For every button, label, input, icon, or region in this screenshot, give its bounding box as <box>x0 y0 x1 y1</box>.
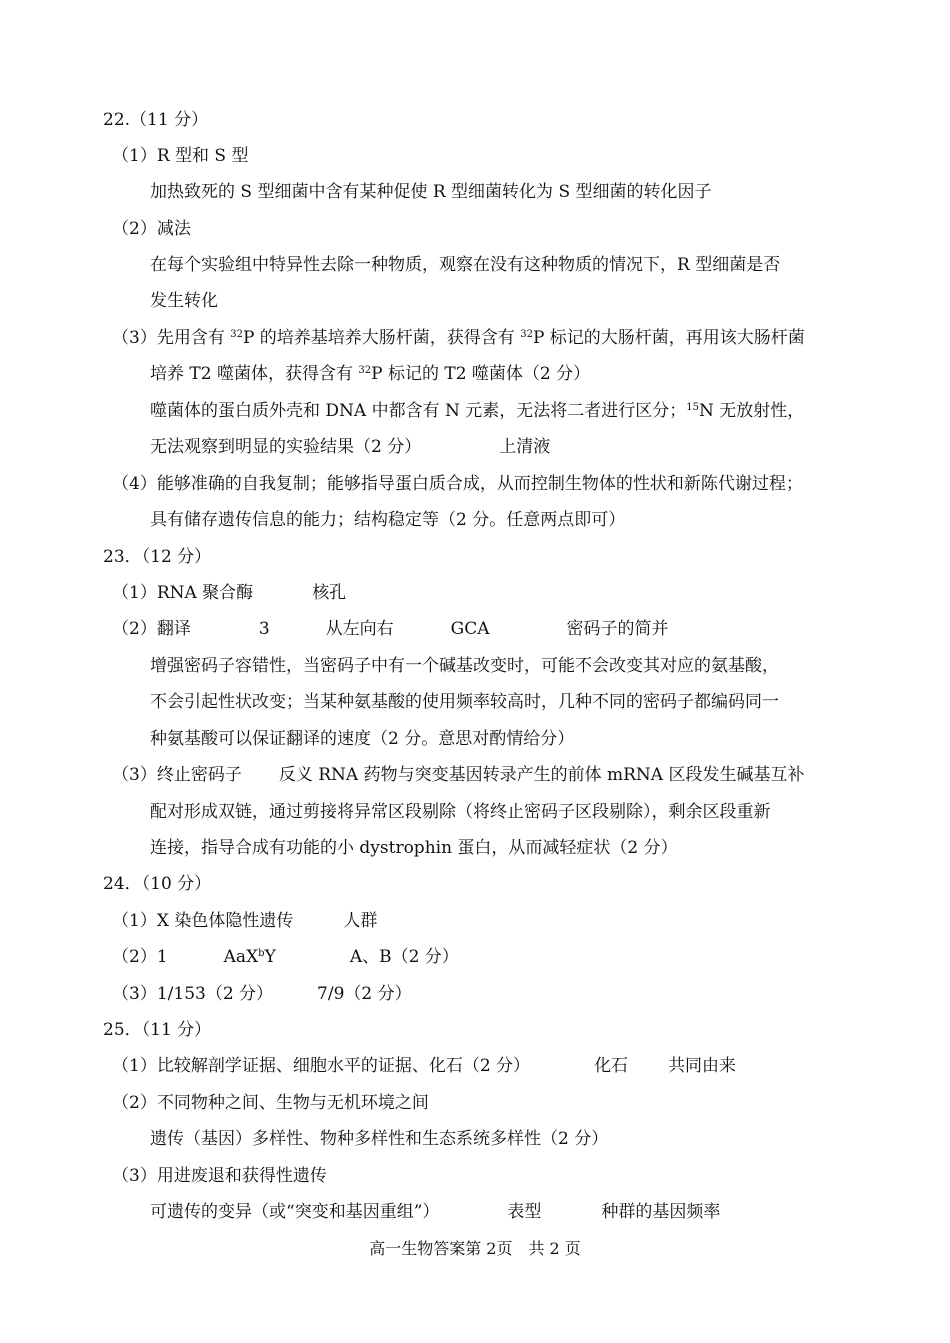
q22-p3-line3 <box>150 399 804 423</box>
q23-p2-l1: 增强密码子容错性，当密码子中有一个碱基改变时，可能不会改变其对应的氨基酸， <box>150 656 779 676</box>
q25-p3-b: 可遗传的变异（或“突变和基因重组”） <box>150 1202 440 1222</box>
q23-header: 23．（12 分） <box>103 547 212 567</box>
q24-p2-c: A、B（2 分） <box>349 947 459 967</box>
q23-p1-b: 核孔 <box>312 583 347 603</box>
q22-part1 <box>112 144 249 168</box>
q23-p2-l2: 不会引起性状改变；当某种氨基酸的使用频率较高时，几种不同的密码子都编码同一 <box>150 692 779 712</box>
q24-p2-bsup: b <box>258 948 265 959</box>
q25-part1 <box>112 1054 736 1078</box>
q23-p2-b: 3 <box>258 619 270 639</box>
q25-p1-label: （1） <box>112 1056 157 1076</box>
q23-p2-l3: 种氨基酸可以保证翻译的速度（2 分。意思对酌情给分） <box>150 729 575 749</box>
q22-p3-sup4: 15 <box>686 402 700 413</box>
q23-p3-label: （3） <box>112 765 157 785</box>
q23-p2-d: GCA <box>450 619 490 639</box>
q23-part2 <box>112 617 669 641</box>
q23-p2-e: 密码子的简并 <box>566 619 669 639</box>
q25-p1-c: 共同由来 <box>668 1056 737 1076</box>
q22-p3-label: （3） <box>112 328 157 348</box>
q24-p2-b1: AaX <box>223 947 259 967</box>
q23-p3-a: 终止密码子 <box>156 765 242 785</box>
q22-part2 <box>112 217 191 241</box>
q22-p3-f: 噬菌体的蛋白质外壳和 DNA 中都含有 N 元素，无法将二者进行区分； <box>150 401 687 421</box>
q23-p3-l1: 配对形成双链，通过剪接将异常区段剔除（将终止密码子区段剔除），剩余区段重新 <box>150 802 771 822</box>
q23-p1-a: RNA 聚合酶 <box>156 583 254 603</box>
q25-p1-a: 比较解剖学证据、细胞水平的证据、化石（2 分） <box>156 1056 531 1076</box>
q22-part4 <box>112 472 803 496</box>
q23-p3-b: 反义 RNA 药物与突变基因转录产生的前体 mRNA 区段发生碱基互补 <box>278 765 805 785</box>
q24-p3-a: 1/153（2 分） <box>156 984 274 1004</box>
q22-p3-sup3: 32 <box>358 365 372 376</box>
q24-part2 <box>112 945 459 969</box>
page-footer: 高一生物答案第 2页 共 2 页 <box>369 1239 581 1258</box>
q24-p1-label: （1） <box>112 911 157 931</box>
q23-p2-a: 翻译 <box>156 619 191 639</box>
q22-p3-line4 <box>150 435 550 459</box>
q23-p2-label: （2） <box>112 619 157 639</box>
q25-part3 <box>112 1164 327 1188</box>
q24-p1-a: X 染色体隐性遗传 <box>156 911 294 931</box>
q22-p3-a: 先用含有 <box>156 328 231 348</box>
q22-p3-sup1: 32 <box>230 329 243 340</box>
q22-p2-detail-1: 在每个实验组中特异性去除一种物质，观察在没有这种物质的情况下，R 型细菌是否 <box>150 255 781 275</box>
q24-p2-b2: Y <box>264 947 276 967</box>
q25-p3-line2 <box>150 1200 720 1224</box>
q22-p4-text: 能够准确的自我复制；能够指导蛋白质合成，从而控制生物体的性状和新陈代谢过程； <box>156 474 803 494</box>
q24-part1 <box>112 909 377 933</box>
q23-p3-l2: 连接，指导合成有功能的小 dystrophin 蛋白，从而减轻症状（2 分） <box>150 838 678 858</box>
q23-part3 <box>112 763 804 787</box>
q25-p3-a: 用进废退和获得性遗传 <box>156 1166 327 1186</box>
q22-p3-g: N 无放射性， <box>699 401 805 421</box>
q22-p3-sup2: 32 <box>520 329 533 340</box>
q22-p2-text: 减法 <box>156 219 191 239</box>
q25-p2-b: 遗传（基因）多样性、物种多样性和生态系统多样性（2 分） <box>150 1129 609 1149</box>
q24-p2-label: （2） <box>112 947 157 967</box>
q22-p3-d: 培养 T2 噬菌体，获得含有 <box>150 364 359 384</box>
q24-p3-label: （3） <box>112 984 157 1004</box>
q22-p3-line2 <box>150 362 590 386</box>
q25-p1-b: 化石 <box>594 1056 629 1076</box>
q25-part2 <box>112 1091 429 1115</box>
q22-p3-i: 上清液 <box>499 437 551 457</box>
q24-p1-b: 人群 <box>343 911 378 931</box>
q25-p3-label: （3） <box>112 1166 157 1186</box>
q22-p4-detail: 具有储存遗传信息的能力；结构稳定等（2 分。任意两点即可） <box>150 510 626 530</box>
q25-p3-d: 种群的基因频率 <box>601 1202 721 1222</box>
q23-part1 <box>112 581 346 605</box>
q22-p1-detail: 加热致死的 S 型细菌中含有某种促使 R 型细菌转化为 S 型细菌的转化因子 <box>150 182 712 202</box>
q23-p2-c: 从左向右 <box>325 619 394 639</box>
q22-p2-label: （2） <box>112 219 157 239</box>
q22-p3-e: P 标记的 T2 噬菌体（2 分） <box>371 364 591 384</box>
q24-p2-a: 1 <box>156 947 168 967</box>
q24-part3 <box>112 982 412 1006</box>
q25-p3-c: 表型 <box>507 1202 542 1222</box>
q23-p1-label: （1） <box>112 583 157 603</box>
q25-p2-a: 不同物种之间、生物与无机环境之间 <box>156 1093 429 1113</box>
q22-p1-text: R 型和 S 型 <box>156 146 249 166</box>
q22-part3 <box>112 326 805 350</box>
q25-header: 25．（11 分） <box>103 1020 212 1040</box>
q22-p3-h: 无法观察到明显的实验结果（2 分） <box>150 437 422 457</box>
q24-header: 24．（10 分） <box>103 874 212 894</box>
q22-p1-label: （1） <box>112 146 157 166</box>
q25-p2-label: （2） <box>112 1093 157 1113</box>
q22-p4-label: （4） <box>112 474 157 494</box>
q24-p3-b: 7/9（2 分） <box>317 984 412 1004</box>
q22-header: 22.（11 分） <box>103 110 209 130</box>
q22-p3-b: P 的培养基培养大肠杆菌，获得含有 <box>242 328 521 348</box>
q22-p3-c: P 标记的大肠杆菌，再用该大肠杆菌 <box>532 328 805 348</box>
q22-p2-detail-2: 发生转化 <box>150 291 218 311</box>
